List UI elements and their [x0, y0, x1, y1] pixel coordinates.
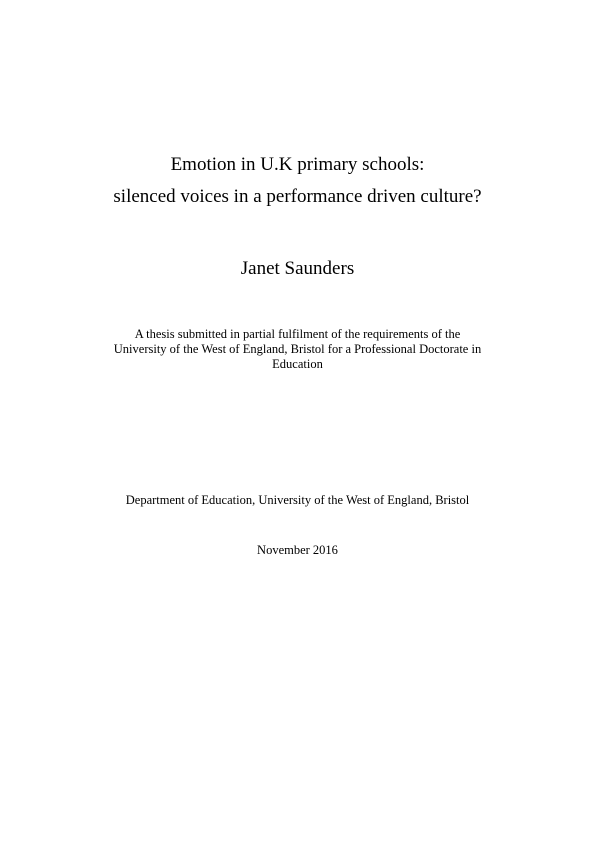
submission-date: November 2016	[257, 543, 338, 557]
thesis-title-line-2: silenced voices in a performance driven culture?	[113, 186, 482, 207]
submission-statement-line-2: University of the West of England, Bristol for a Professional Doctorate in	[113, 342, 482, 356]
department-affiliation: Department of Education, University of the West of England, Bristol	[125, 493, 470, 507]
thesis-title-line-1: Emotion in U.K primary schools:	[170, 154, 425, 175]
submission-statement-line-1: A thesis submitted in partial fulfilment of the requirements of the	[134, 327, 461, 341]
author-name: Janet Saunders	[240, 258, 355, 279]
submission-statement-line-3: Education	[272, 357, 323, 371]
